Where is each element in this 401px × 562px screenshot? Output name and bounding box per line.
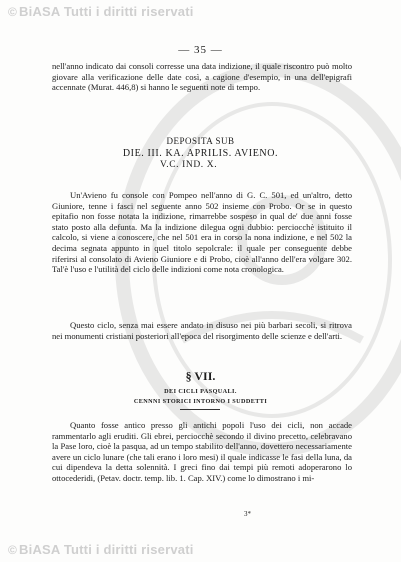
copyright-symbol: © xyxy=(8,5,18,19)
paragraph-text: Un'Avieno fu console con Pompeo nell'anno di G. C. 501, ed un'altro, detto Giuniore, tenne i fasci nel seguente anno 502 insieme con Probo. Or se in questo epitafio non fosse notata la indizione, rimarrebbe sospeso in qual de' due anni fosse stato posto alla defunta. Ma la indizione dilegua ogni dubbio: perciocchè istituito il calcolo, si viene a conoscere, che nel 501 era in corso la nona indizione, e nel 502 la decima segnata appunto in quel titolo sepolcrale: il quale per conseguente debbe riferirsi al consolato di Avieno Giuniore e di Probo, cioè all'anno dell'era volgare 302. Tal'è l'uso e l'utilità del ciclo delle indizioni come nota cronologica. xyxy=(52,190,352,275)
paragraph-ciclo xyxy=(52,320,352,341)
paragraph-cicli xyxy=(52,420,352,484)
watermark-top xyxy=(8,4,194,19)
epigraph-line-1: DEPOSITA SUB xyxy=(166,136,235,146)
paragraph-text: Quanto fosse antico presso gli antichi popoli l'uso dei cicli, non accade rammentarlo agli eruditi. Gli ebrei, perciocchè secondo il divino precetto, celebravano la Pase loro, cioè la pasqua, ad un tempo stabilito dell'anno, dovettero necessariamente avere un ciclo lunare (che tali erano i loro mesi) il quale indicasse le fasi della luna, da cui dipendeva la detta solennità. I greci fino dai tempi più remoti adoperarono lo ottocederidi, (Petav. doctr. temp. lib. 1. Cap. XIV.) come lo dimostrano i mi- xyxy=(52,420,352,483)
epigraph-line-2: DIE. III. KA. APRILIS. AVIENO. xyxy=(122,148,279,159)
paragraph-intro xyxy=(52,61,352,93)
divider-rule xyxy=(180,409,220,410)
paragraph-avieno xyxy=(52,190,352,275)
section-subtitle: DEI CICLI PASQUALI. xyxy=(164,388,237,395)
paragraph-text: Questo ciclo, senza mai essere andato in disuso nei più barbari secoli, si ritrova nei monumenti cristiani posteriori all'epoca del risorgimento delle scienze e dell'arti. xyxy=(52,320,352,341)
section-heading: § VII. xyxy=(185,369,216,383)
signature-mark: 3* xyxy=(244,510,251,518)
epigraph-line-3: V.C. IND. X. xyxy=(160,160,218,170)
page-number: — 35 — xyxy=(178,44,223,56)
copyright-symbol: © xyxy=(8,543,18,557)
watermark-text: BiASA Tutti i diritti riservati xyxy=(19,542,194,557)
watermark-bottom xyxy=(8,542,194,557)
watermark-text: BiASA Tutti i diritti riservati xyxy=(19,4,194,19)
section-subtitle-secondary: CENNNI STORICI INTORNO I SUDDETTI xyxy=(133,398,268,405)
paragraph-text: nell'anno indicato dai consoli corresse una data indizione, il quale riscontro può molto giovare alla verificazione delle date così, a cagione d'esempio, in una dell'epigrafi accennate (Murat. 446,8) si hanno le seguenti note di tempo. xyxy=(52,61,352,93)
